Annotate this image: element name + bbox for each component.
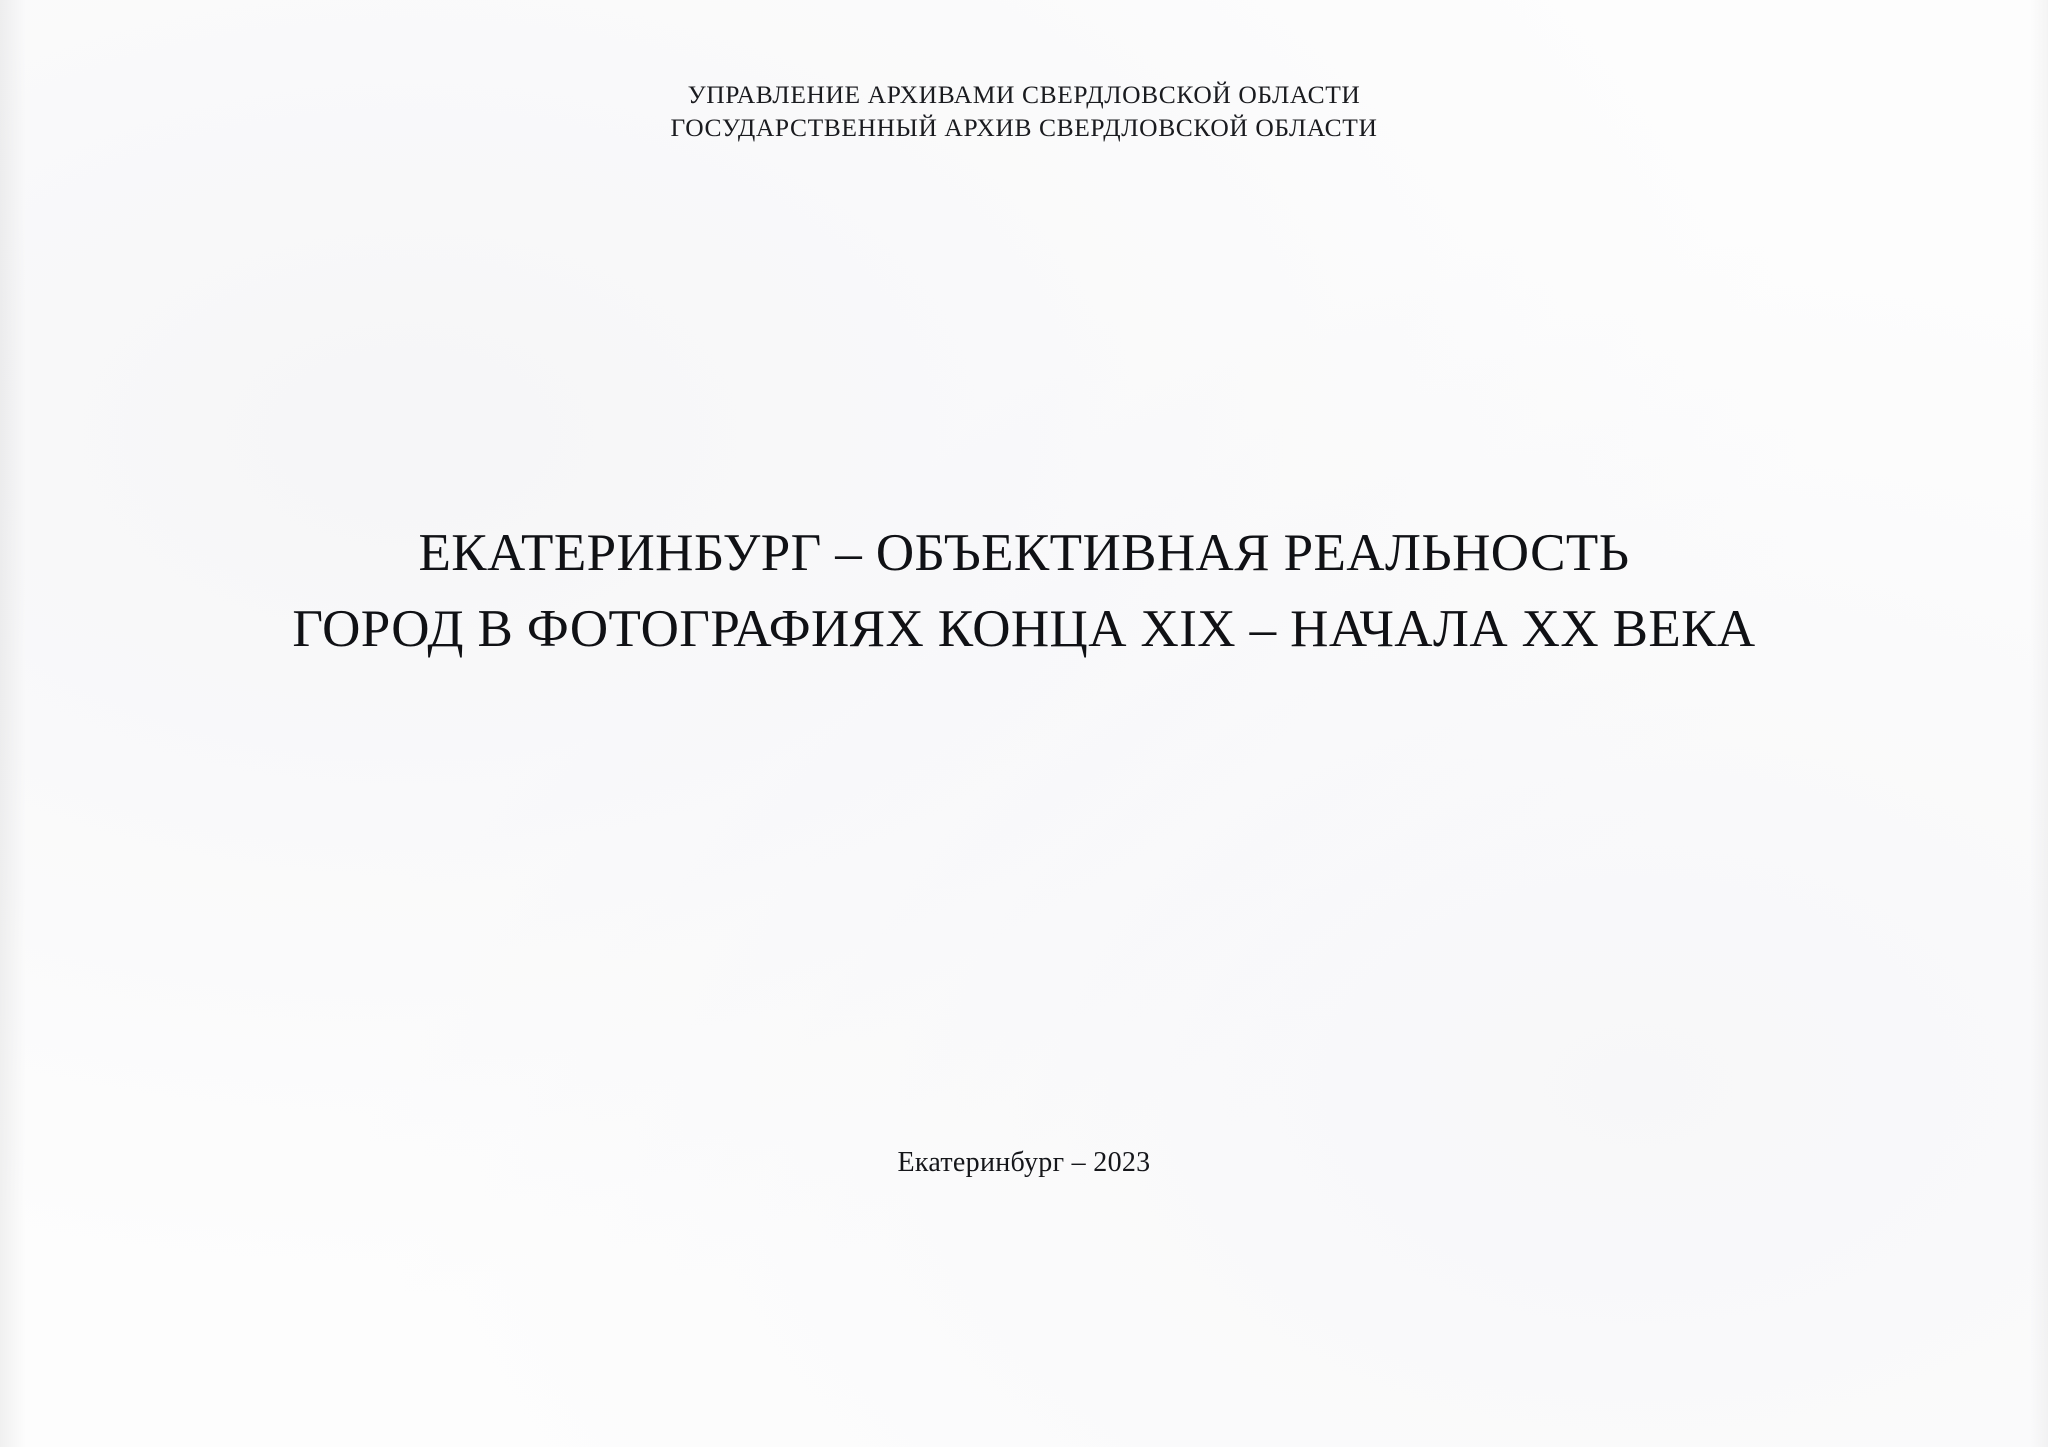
title-line-2: ГОРОД В ФОТОГРАФИЯХ КОНЦА XIX – НАЧАЛА XX ВЕКА — [292, 599, 1756, 658]
page-title — [0, 520, 2048, 664]
title-line-1: ЕКАТЕРИНБУРГ – ОБЪЕКТИВНАЯ РЕАЛЬНОСТЬ — [418, 524, 1630, 582]
publisher-line-1: УПРАВЛЕНИЕ АРХИВАМИ СВЕРДЛОВСКОЙ ОБЛАСТИ — [687, 80, 1361, 109]
imprint-place-year: Екатеринбург – 2023 — [897, 1147, 1151, 1178]
publisher-block — [0, 78, 2048, 144]
imprint-block — [0, 1147, 2048, 1179]
publisher-line-2: ГОСУДАРСТВЕННЫЙ АРХИВ СВЕРДЛОВСКОЙ ОБЛАСТИ — [670, 113, 1378, 143]
